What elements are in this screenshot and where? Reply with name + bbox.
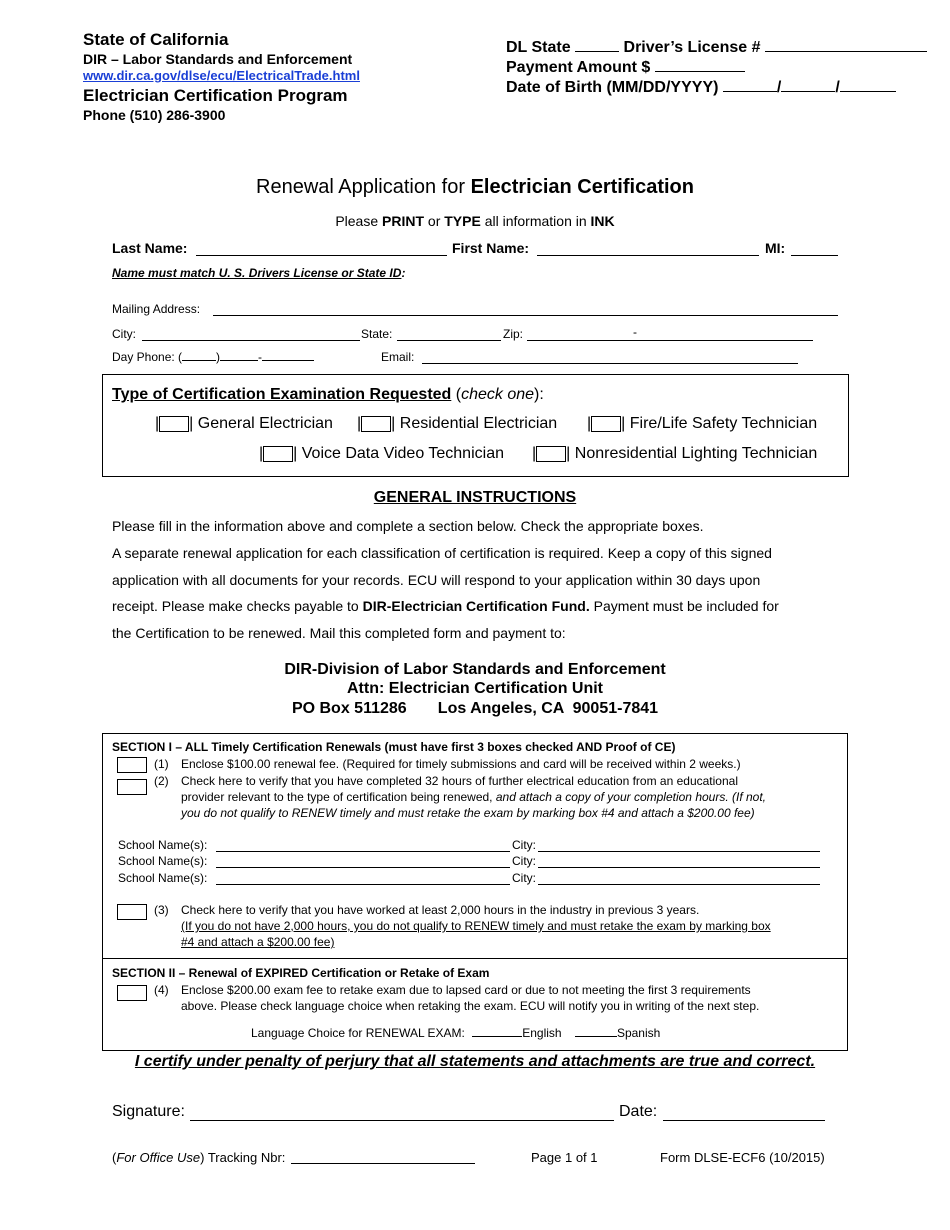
print-instruction: [0, 213, 950, 229]
instructions-line: [112, 598, 779, 614]
date-label: Date:: [619, 1103, 658, 1120]
item2-text: [181, 790, 766, 804]
email-label: Email:: [381, 350, 415, 364]
school-name-label: School Name(s):: [118, 854, 208, 868]
item2-number: (2): [154, 774, 169, 788]
mailing-address-label: Mailing Address:: [112, 302, 201, 316]
item3-text: (If you do not have 2,000 hours, you do not qualify to RENEW timely and must retake the exam by marking box: [181, 919, 771, 933]
option-general-electrician[interactable]: [155, 415, 333, 433]
language-choice-label: Language Choice for RENEWAL EXAM:: [251, 1026, 465, 1040]
option-label: General Electrician: [197, 415, 333, 432]
checkbox-item-4[interactable]: [117, 985, 147, 1001]
dob-separator: /: [776, 79, 782, 96]
dob-label: Date of Birth (MM/DD/YYYY): [506, 79, 719, 96]
school-city-field[interactable]: [538, 884, 820, 885]
item1-number: (1): [154, 757, 169, 771]
option-label: Voice Data Video Technician: [301, 445, 504, 462]
first-name-label: First Name:: [452, 240, 530, 256]
english-choice-field[interactable]: [472, 1036, 522, 1037]
payment-row: [506, 59, 745, 77]
spanish-label: Spanish: [616, 1026, 661, 1040]
phone-paren: ): [216, 350, 221, 364]
dl-number-field[interactable]: [765, 51, 927, 52]
office-use-text: For Office Use: [116, 1150, 201, 1165]
checkbox-item-3[interactable]: [117, 904, 147, 920]
bar-glyph: |: [532, 445, 537, 462]
english-label: English: [522, 1026, 562, 1040]
print-instr-bold: PRINT: [382, 213, 425, 229]
option-voice-data-video[interactable]: [259, 445, 504, 463]
mail-address-line: DIR-Division of Labor Standards and Enforcement: [284, 661, 666, 678]
item2-text: Check here to verify that you have completed 32 hours of further electrical education from an educational: [181, 774, 738, 788]
dl-number-label: Driver’s License #: [623, 39, 761, 56]
school-city-label: City:: [512, 871, 536, 885]
dob-row: [506, 79, 896, 97]
item3-text: #4 and attach a $200.00 fee): [181, 935, 335, 949]
school-city-field[interactable]: [538, 867, 820, 868]
school-name-field[interactable]: [216, 867, 510, 868]
payable-to: DIR-Electrician Certification Fund.: [362, 598, 590, 614]
payment-amount-field[interactable]: [655, 71, 745, 72]
item4-number: (4): [154, 983, 169, 997]
checkbox-voice-data-video[interactable]: [263, 446, 293, 462]
form-title: [0, 176, 950, 199]
website-link[interactable]: www.dir.ca.gov/dlse/ecu/ElectricalTrade.html: [83, 68, 360, 83]
instructions-line: Please fill in the information above and complete a section below. Check the appropriate boxes.: [112, 518, 704, 534]
print-instr-text: Please: [335, 213, 383, 229]
date-field[interactable]: [663, 1120, 825, 1121]
page-number: Page 1 of 1: [531, 1150, 598, 1165]
state-label: State:: [361, 327, 393, 341]
dl-state-label: DL State: [506, 39, 571, 56]
school-name-field[interactable]: [216, 851, 510, 852]
name-match-note-colon: :: [401, 266, 406, 280]
name-match-note-text: Name must match U. S. Drivers License or State ID: [112, 266, 402, 280]
option-residential-electrician[interactable]: [357, 415, 557, 433]
instructions-line: application with all documents for your records. ECU will respond to your application within 30 days upon: [112, 572, 761, 588]
city-label: City:: [112, 327, 136, 341]
state-field[interactable]: [397, 340, 501, 341]
zip-field[interactable]: [527, 340, 813, 341]
state-name: State of California: [83, 30, 229, 49]
form-title-bold: Electrician Certification: [470, 176, 694, 198]
phone-area-code-field[interactable]: [182, 360, 216, 361]
check-one-text: check one: [461, 386, 535, 403]
school-name-label: School Name(s):: [118, 838, 208, 852]
zip-label: Zip:: [503, 327, 524, 341]
perjury-statement: I certify under penalty of perjury that all statements and attachments are true and correct.: [134, 1053, 816, 1070]
mailing-address-field[interactable]: [213, 315, 838, 316]
bar-glyph: |: [587, 415, 592, 432]
option-label: Nonresidential Lighting Technician: [574, 445, 818, 462]
bar-glyph: |: [293, 445, 298, 462]
item2-text-plain: provider relevant to the type of certification being renewed,: [181, 790, 496, 804]
item1-text: Enclose $100.00 renewal fee. (Required for timely submissions and card will be received within 2 weeks.): [181, 757, 741, 771]
cert-type-paren: ):: [534, 386, 544, 403]
bar-glyph: |: [357, 415, 362, 432]
option-nonresidential-lighting[interactable]: [532, 445, 817, 463]
option-fire-life-safety[interactable]: [587, 415, 817, 433]
school-city-label: City:: [512, 838, 536, 852]
office-use-label: [112, 1150, 285, 1165]
mail-address-line: PO Box 511286 Los Angeles, CA 90051-7841: [291, 700, 659, 717]
print-instr-bold: TYPE: [444, 213, 481, 229]
checkbox-fire-life-safety[interactable]: [591, 416, 621, 432]
zip-dash: -: [633, 325, 637, 339]
bar-glyph: |: [391, 415, 396, 432]
section-divider: [102, 958, 848, 959]
form-title-prefix: Renewal Application for: [256, 176, 471, 198]
city-field[interactable]: [142, 340, 360, 341]
bar-glyph: |: [566, 445, 571, 462]
item3-text: Check here to verify that you have worked at least 2,000 hours in the industry in previous 3 years.: [181, 903, 700, 917]
instructions-text: Payment must be included for: [589, 598, 779, 614]
dob-month-field[interactable]: [723, 91, 777, 92]
mail-address-line: Attn: Electrician Certification Unit: [346, 680, 604, 697]
tracking-label: ) Tracking Nbr:: [200, 1150, 286, 1165]
option-label: Residential Electrician: [399, 415, 558, 432]
bar-glyph: |: [189, 415, 194, 432]
school-city-field[interactable]: [538, 851, 820, 852]
item4-text: Enclose $200.00 exam fee to retake exam due to lapsed card or due to not meeting the first 3 requirements: [181, 983, 751, 997]
print-instr-text: or: [424, 213, 445, 229]
mi-field[interactable]: [791, 255, 838, 256]
phone-line-field[interactable]: [262, 360, 314, 361]
day-phone-label: Day Phone: (: [112, 350, 183, 364]
bar-glyph: |: [259, 445, 264, 462]
checkbox-general-electrician[interactable]: [159, 416, 189, 432]
instructions-line: A separate renewal application for each classification of certification is required. Keep a copy of this signed: [112, 545, 772, 561]
mi-label: MI:: [765, 240, 786, 256]
dob-year-field[interactable]: [840, 91, 896, 92]
first-name-field[interactable]: [537, 255, 759, 256]
form-id: Form DLSE-ECF6 (10/2015): [660, 1150, 825, 1165]
print-instr-text: all information in: [480, 213, 591, 229]
school-name-label: School Name(s):: [118, 871, 208, 885]
checkbox-residential-electrician[interactable]: [361, 416, 391, 432]
signature-field[interactable]: [190, 1120, 614, 1121]
bar-glyph: |: [155, 415, 160, 432]
option-label: Fire/Life Safety Technician: [629, 415, 818, 432]
cert-type-heading: [112, 386, 544, 404]
checkbox-item-1[interactable]: [117, 757, 147, 773]
print-instr-bold: INK: [590, 213, 615, 229]
tracking-number-field[interactable]: [291, 1163, 475, 1164]
school-name-field[interactable]: [216, 884, 510, 885]
payment-amount-label: Payment Amount $: [506, 59, 651, 76]
item4-text: above. Please check language choice when retaking the exam. ECU will notify you in writing of the next step.: [181, 999, 760, 1013]
phone-dash: -: [258, 350, 263, 364]
cert-type-paren: (: [451, 386, 462, 403]
instructions-text: receipt. Please make checks payable to: [112, 598, 363, 614]
department-name: DIR – Labor Standards and Enforcement: [83, 51, 353, 67]
program-name: Electrician Certification Program: [83, 86, 348, 105]
item3-number: (3): [154, 903, 169, 917]
name-match-note: [112, 266, 405, 280]
checkbox-item-2[interactable]: [117, 779, 147, 795]
website-link-wrap: [83, 68, 360, 83]
phone-prefix-field[interactable]: [220, 360, 258, 361]
last-name-label: Last Name:: [112, 240, 188, 256]
day-phone-row: [112, 350, 314, 364]
item2-text-italic: and attach a copy of your completion hours. (If not,: [495, 790, 767, 804]
phone-number: Phone (510) 286-3900: [83, 107, 226, 123]
language-choice-row: [251, 1026, 660, 1040]
cert-type-heading-text: Type of Certification Examination Requested: [112, 386, 452, 403]
school-city-label: City:: [512, 854, 536, 868]
signature-label: Signature:: [112, 1103, 185, 1120]
spanish-choice-field[interactable]: [575, 1036, 617, 1037]
dl-row: [506, 39, 927, 57]
item2-text: you do not qualify to RENEW timely and must retake the exam by marking box #4 and attach a $200.00 fee): [181, 806, 755, 820]
email-field[interactable]: [422, 363, 798, 364]
last-name-field[interactable]: [196, 255, 447, 256]
dl-state-field[interactable]: [575, 51, 619, 52]
instructions-line: the Certification to be renewed. Mail this completed form and payment to:: [112, 625, 566, 641]
instructions-heading: GENERAL INSTRUCTIONS: [373, 489, 577, 506]
dob-separator: /: [835, 79, 840, 96]
bar-glyph: |: [621, 415, 626, 432]
section1-heading: SECTION I – ALL Timely Certification Renewals (must have first 3 boxes checked AND Proof of CE): [112, 740, 676, 754]
checkbox-nonresidential-lighting[interactable]: [536, 446, 566, 462]
dob-day-field[interactable]: [781, 91, 835, 92]
office-use-paren: (: [112, 1150, 117, 1165]
section2-heading: SECTION II – Renewal of EXPIRED Certification or Retake of Exam: [112, 966, 490, 980]
